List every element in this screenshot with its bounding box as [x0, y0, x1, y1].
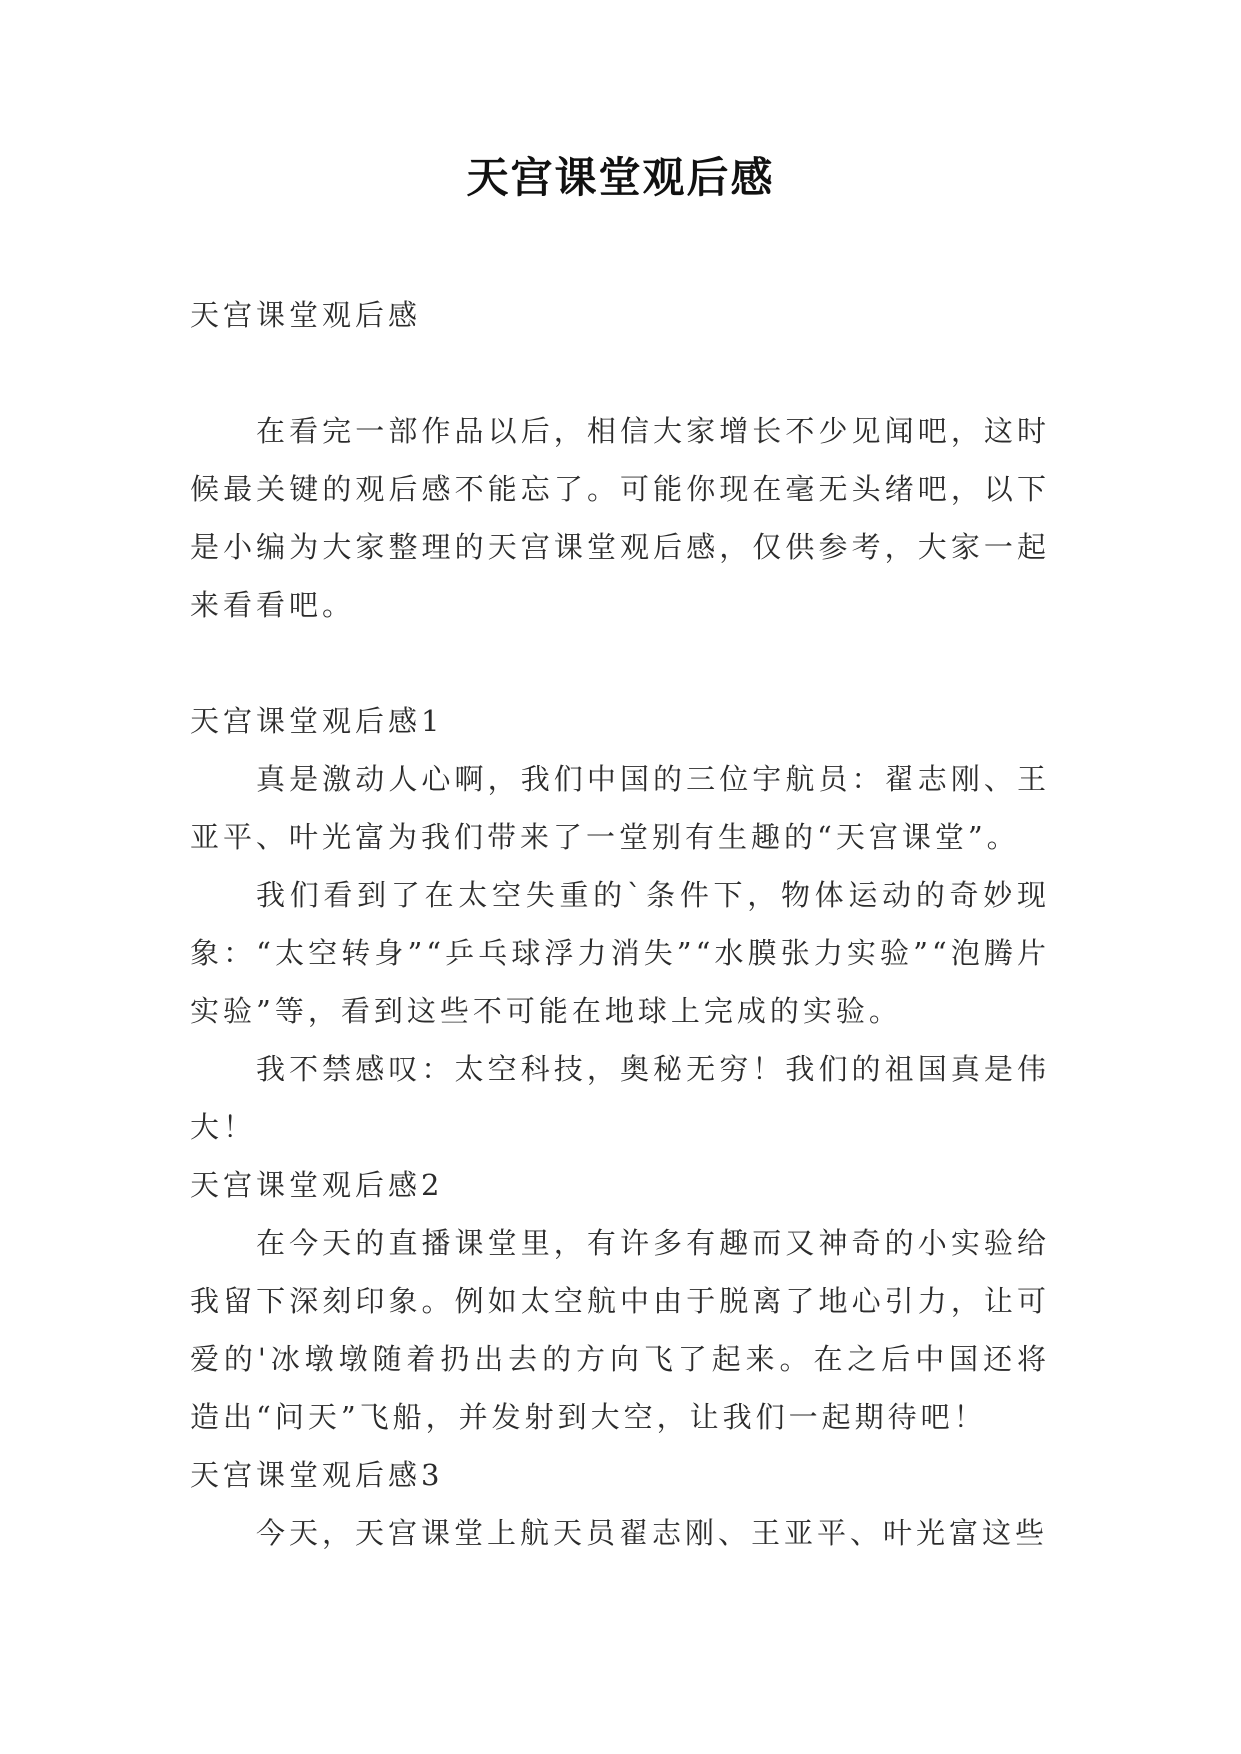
section-heading-3: 天宫课堂观后感3	[190, 1458, 444, 1492]
section-1-paragraph-2: 我们看到了在太空失重的`条件下，物体运动的奇妙现象：“太空转身”“乒乓球浮力消失”“水膜张力实验”“泡腾片实验”等，看到这些不可能在地球上完成的实验。	[190, 878, 1050, 1028]
section-1-paragraph-3: 我不禁感叹：太空科技，奥秘无穷！我们的祖国真是伟大！	[190, 1052, 1050, 1144]
section-heading-1: 天宫课堂观后感1	[190, 704, 444, 738]
section-heading-2: 天宫课堂观后感2	[190, 1168, 444, 1202]
document-body	[190, 286, 1050, 1562]
section-1-paragraph-1: 真是激动人心啊，我们中国的三位宇航员：翟志刚、王亚平、叶光富为我们带来了一堂别有生趣的“天宫课堂”。	[190, 762, 1050, 854]
document-subtitle: 天宫课堂观后感	[190, 298, 422, 332]
intro-paragraph: 在看完一部作品以后，相信大家增长不少见闻吧，这时候最关键的观后感不能忘了。可能你现在毫无头绪吧，以下是小编为大家整理的天宫课堂观后感，仅供参考，大家一起来看看吧。	[190, 414, 1050, 622]
document-title: 天宫课堂观后感	[466, 153, 775, 202]
section-3-paragraph-1: 今天，天宫课堂上航天员翟志刚、王亚平、叶光富这些	[256, 1516, 1049, 1550]
section-2-paragraph-1: 在今天的直播课堂里，有许多有趣而又神奇的小实验给我留下深刻印象。例如太空航中由于脱离了地心引力，让可爱的'冰墩墩随着扔出去的方向飞了起来。在之后中国还将造出“问天”飞船，并发射到大空，让我们一起期待吧！	[190, 1226, 1050, 1434]
